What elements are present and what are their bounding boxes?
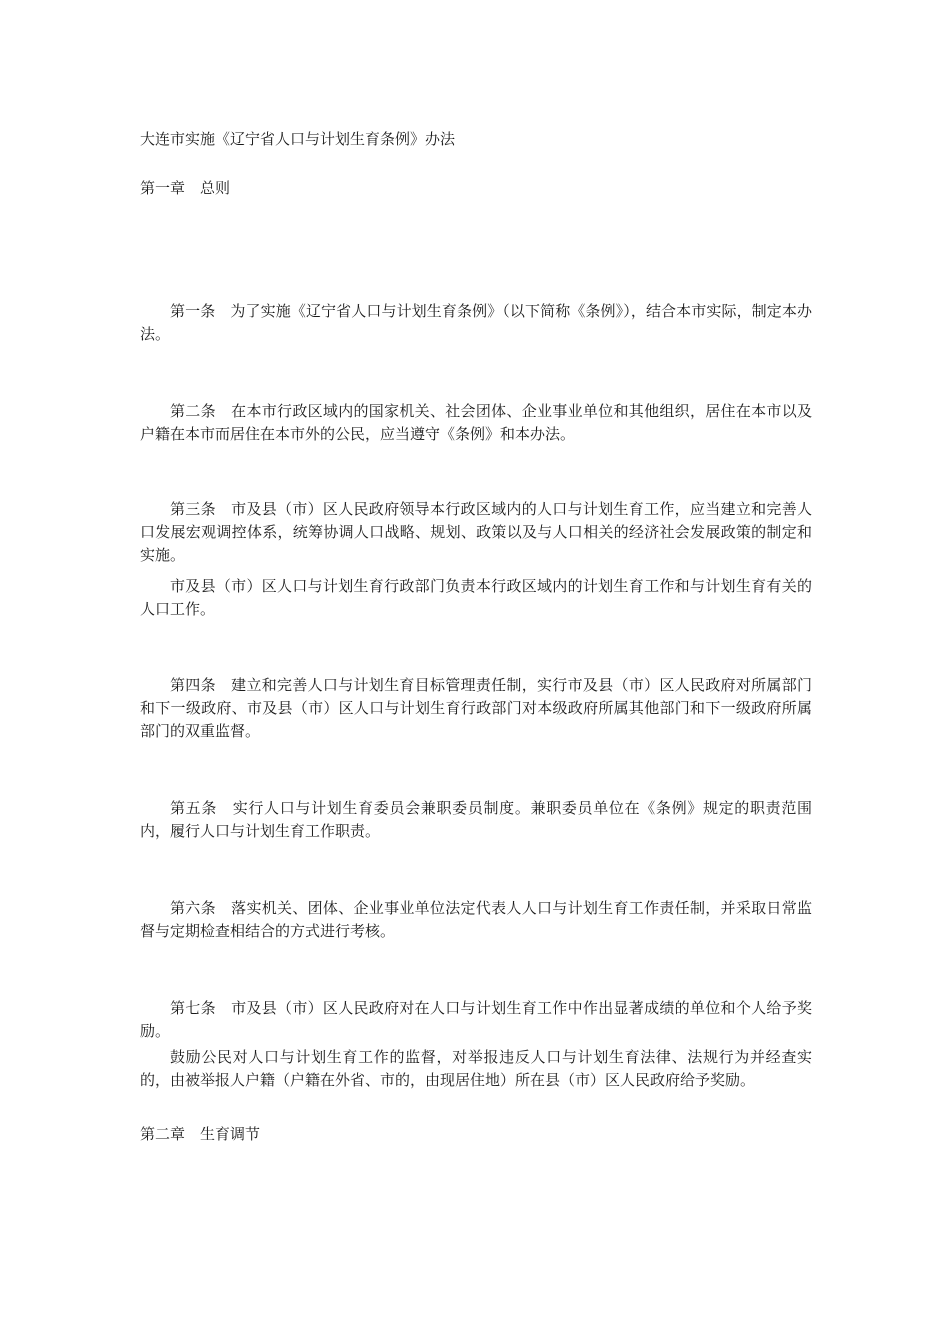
article-1: 第一条 为了实施《辽宁省人口与计划生育条例》（以下简称《条例》），结合本市实际，制定本办法。 xyxy=(140,302,812,343)
article-3-paragraph-2: 市及县（市）区人口与计划生育行政部门负责本行政区域内的计划生育工作和与计划生育有关的人口工作。 xyxy=(140,577,812,618)
article-5: 第五条 实行人口与计划生育委员会兼职委员制度。兼职委员单位在《条例》规定的职责范围内，履行人口与计划生育工作职责。 xyxy=(140,799,812,840)
document-title: 大连市实施《辽宁省人口与计划生育条例》办法 xyxy=(140,130,456,148)
article-3: 第三条 市及县（市）区人民政府领导本行政区域内的人口与计划生育工作，应当建立和完善人口发展宏观调控体系，统筹协调人口战略、规划、政策以及与人口相关的经济社会发展政策的制定和实施。 xyxy=(140,500,812,564)
chapter-heading-2: 第二章 生育调节 xyxy=(140,1125,261,1143)
article-7: 第七条 市及县（市）区人民政府对在人口与计划生育工作中作出显著成绩的单位和个人给予奖励。 xyxy=(140,999,812,1040)
article-4: 第四条 建立和完善人口与计划生育目标管理责任制，实行市及县（市）区人民政府对所属部门和下一级政府、市及县（市）区人口与计划生育行政部门对本级政府所属其他部门和下一级政府所属部门的双重监督。 xyxy=(140,676,812,740)
article-2: 第二条 在本市行政区域内的国家机关、社会团体、企业事业单位和其他组织，居住在本市以及户籍在本市而居住在本市外的公民，应当遵守《条例》和本办法。 xyxy=(140,402,812,443)
article-7-paragraph-2: 鼓励公民对人口与计划生育工作的监督，对举报违反人口与计划生育法律、法规行为并经查实的，由被举报人户籍（户籍在外省、市的，由现居住地）所在县（市）区人民政府给予奖励。 xyxy=(140,1048,812,1089)
article-6: 第六条 落实机关、团体、企业事业单位法定代表人人口与计划生育工作责任制，并采取日常监督与定期检查相结合的方式进行考核。 xyxy=(140,899,812,940)
chapter-heading-1: 第一章 总则 xyxy=(140,179,231,197)
